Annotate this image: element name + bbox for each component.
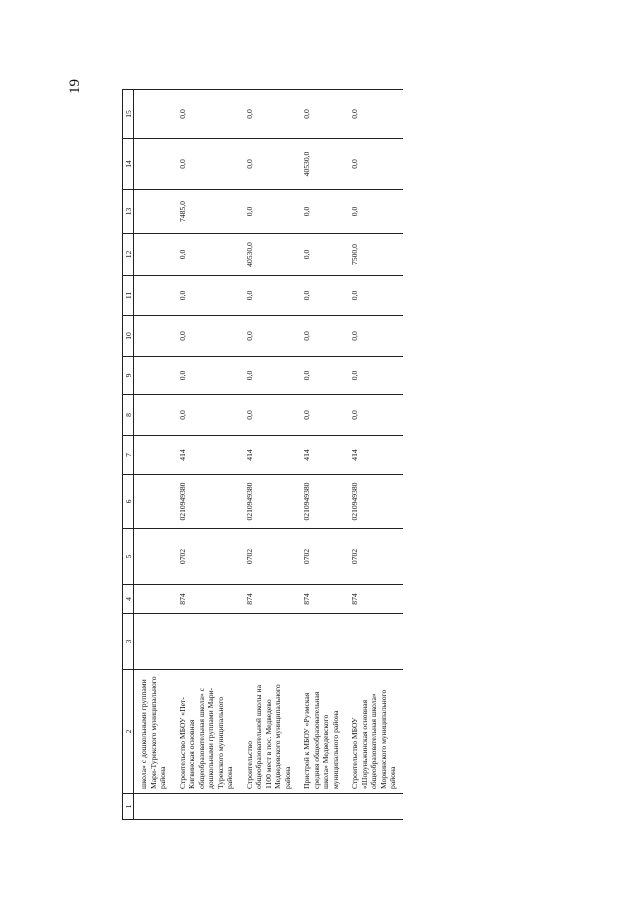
cell-col-11: 0,0: [297, 276, 345, 316]
cell-col-10: 0,0: [297, 316, 345, 357]
cell-project-name: Строительство общеобразовательной школы на 1100 мест в пос. Медведево Медведевского муниципального района: [240, 670, 298, 794]
cell-col-13: 0,0: [297, 190, 345, 234]
cell-col-10: 0,0: [173, 316, 240, 357]
column-header-13: 13: [123, 190, 134, 234]
column-header-5: 5: [123, 529, 134, 585]
cell-col-9: 0,0: [345, 357, 403, 395]
budget-table-rotated: [122, 90, 542, 820]
cell-col-1: [297, 794, 345, 820]
cell-col-11: 0,0: [240, 276, 298, 316]
cell-project-name: Строительство МБОУ «Пет-Кигвинская основная общеобразовательная школа» с дошкольными группами Мари-Турекского муниципального района: [173, 670, 240, 794]
column-header-7: 7: [123, 436, 134, 475]
column-header-14: 14: [123, 139, 134, 190]
cell-col-12: 7500,0: [345, 234, 403, 276]
cell-col-8: 0,0: [240, 395, 298, 436]
cell-col-7: [134, 436, 173, 475]
cell-col-6: [134, 475, 173, 529]
cell-col-4: 874: [297, 585, 345, 614]
column-header-15: 15: [123, 90, 134, 139]
cell-col-1: [240, 794, 298, 820]
cell-col-5: 0702: [240, 529, 298, 585]
cell-col-9: 0,0: [173, 357, 240, 395]
column-header-2: 2: [123, 670, 134, 794]
cell-col-13: [134, 190, 173, 234]
cell-col-14: 0,0: [345, 139, 403, 190]
cell-col-3: [173, 614, 240, 670]
column-header-4: 4: [123, 585, 134, 614]
cell-col-11: 0,0: [173, 276, 240, 316]
column-header-11: 11: [123, 276, 134, 316]
cell-col-15: 0,0: [240, 90, 298, 139]
cell-col-5: 0702: [297, 529, 345, 585]
budget-table: [122, 89, 403, 820]
cell-col-13: 7485,0: [173, 190, 240, 234]
cell-col-3: [240, 614, 298, 670]
cell-col-14: 0,0: [173, 139, 240, 190]
cell-col-15: 0,0: [345, 90, 403, 139]
column-header-6: 6: [123, 475, 134, 529]
cell-col-6: 0210949380: [173, 475, 240, 529]
cell-col-11: 0,0: [345, 276, 403, 316]
column-header-3: 3: [123, 614, 134, 670]
cell-col-4: 874: [173, 585, 240, 614]
cell-project-name: школа» с дошкольными группами Мари-Турекского муниципального района: [134, 670, 173, 794]
cell-col-4: 874: [240, 585, 298, 614]
column-header-12: 12: [123, 234, 134, 276]
cell-col-12: 0,0: [173, 234, 240, 276]
cell-col-9: [134, 357, 173, 395]
column-header-1: 1: [123, 794, 134, 820]
cell-col-1: [173, 794, 240, 820]
cell-project-name: Строительство МБОУ «Шоруньжинская основная общеобразовательная школа» Моркинского муниципального района: [345, 670, 403, 794]
cell-col-3: [345, 614, 403, 670]
cell-col-8: 0,0: [345, 395, 403, 436]
cell-col-8: 0,0: [173, 395, 240, 436]
cell-col-1: [345, 794, 403, 820]
cell-col-6: 0210949380: [240, 475, 298, 529]
column-header-8: 8: [123, 395, 134, 436]
cell-col-14: [134, 139, 173, 190]
cell-col-7: 414: [240, 436, 298, 475]
cell-col-3: [297, 614, 345, 670]
cell-col-12: 0,0: [297, 234, 345, 276]
page-number: 19: [67, 79, 83, 94]
cell-col-15: 0,0: [297, 90, 345, 139]
cell-col-10: 0,0: [240, 316, 298, 357]
cell-col-5: [134, 529, 173, 585]
table-row: [240, 90, 298, 820]
cell-col-6: 0210949380: [297, 475, 345, 529]
cell-col-4: 874: [345, 585, 403, 614]
cell-col-1: [134, 794, 173, 820]
cell-col-7: 414: [173, 436, 240, 475]
table-row: [297, 90, 345, 820]
cell-col-8: 0,0: [297, 395, 345, 436]
table-row: [134, 90, 173, 820]
cell-col-11: [134, 276, 173, 316]
column-header-10: 10: [123, 316, 134, 357]
cell-col-15: 0,0: [173, 90, 240, 139]
cell-col-10: 0,0: [345, 316, 403, 357]
cell-col-7: 414: [297, 436, 345, 475]
column-header-row: [123, 90, 134, 820]
table-row: [345, 90, 403, 820]
cell-col-9: 0,0: [240, 357, 298, 395]
column-header-9: 9: [123, 357, 134, 395]
cell-col-13: 0,0: [345, 190, 403, 234]
cell-col-5: 0702: [173, 529, 240, 585]
cell-project-name: Пристрой к МБОУ «Руэмская средняя общеобразовательная школа» Медведевского муниципального района: [297, 670, 345, 794]
cell-col-9: 0,0: [297, 357, 345, 395]
cell-col-5: 0702: [345, 529, 403, 585]
cell-col-12: [134, 234, 173, 276]
cell-col-6: 0210949380: [345, 475, 403, 529]
cell-col-4: [134, 585, 173, 614]
cell-col-14: 40530,0: [297, 139, 345, 190]
cell-col-15: [134, 90, 173, 139]
table-row: [173, 90, 240, 820]
cell-col-14: 0,0: [240, 139, 298, 190]
cell-col-7: 414: [345, 436, 403, 475]
cell-col-13: 0,0: [240, 190, 298, 234]
cell-col-12: 40530,0: [240, 234, 298, 276]
cell-col-3: [134, 614, 173, 670]
cell-col-10: [134, 316, 173, 357]
cell-col-8: [134, 395, 173, 436]
